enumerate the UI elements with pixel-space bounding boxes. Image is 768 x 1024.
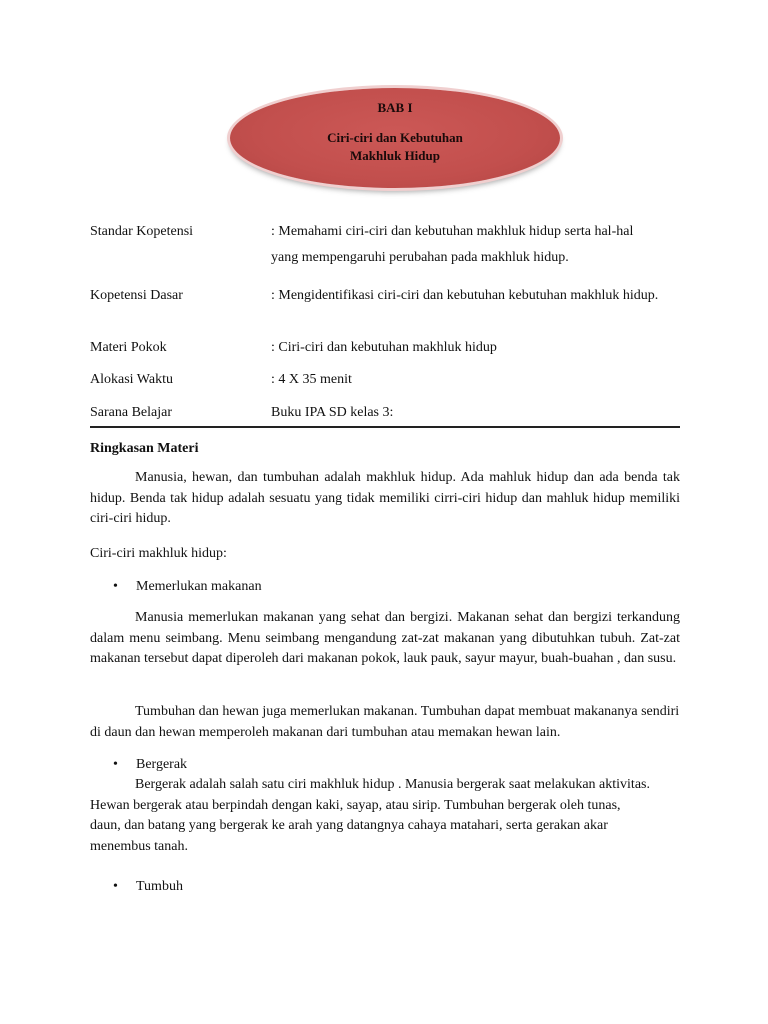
paragraph-makanan-1: Manusia memerlukan makanan yang sehat dan bergizi. Makanan sehat dan bergizi terkandung dalam menu seimbang. Menu seimbang mengandung zat-zat makanan yang dibutuhkan tubuh. Zat-zat makanan tersebut dapat diperoleh dari makanan pokok, lauk pauk, sayur mayur, buah-buahan , dan susu. [90, 610, 680, 666]
info-label: Sarana Belajar [90, 405, 173, 420]
chapter-title: Ciri-ciri dan Kebutuhan Makhluk Hidup [327, 130, 463, 163]
info-row-kompetensi-dasar [90, 286, 680, 326]
info-row-sarana-belajar [90, 403, 680, 423]
info-label: Materi Pokok [90, 340, 167, 355]
bullet-title: Bergerak [136, 757, 188, 772]
paragraph-bergerak: Bergerak adalah salah satu ciri makhluk hidup . Manusia bergerak saat melakukan aktivitas. Hewan bergerak atau berpindah dengan kaki, sayap, atau sirip. Tumbuhan bergerak oleh tunas, daun, dan batang yang bergerak ke arah yang datangnya cahaya matahari, serta gerakan akar menembus tanah. [90, 777, 650, 854]
info-label: Kopetensi Dasar [90, 288, 183, 303]
section-heading: Ringkasan Materi [90, 441, 199, 456]
paragraph-makanan-2: Tumbuhan dan hewan juga memerlukan makanan. Tumbuhan dapat membuat makananya sendiri di daun dan hewan memperoleh makanan dari tumbuhan atau memakan hewan lain. [90, 704, 680, 740]
list-intro: Ciri-ciri makhluk hidup: [90, 546, 227, 561]
info-label: Standar Kopetensi [90, 224, 194, 239]
info-row-standar-kompetensi [90, 222, 680, 266]
intro-paragraph: Manusia, hewan, dan tumbuhan adalah makhluk hidup. Ada mahluk hidup dan ada benda tak hidup. Benda tak hidup adalah sesuatu yang tidak memiliki cirri-ciri hidup dan mahluk hidup memiliki ciri-ciri hidup. [90, 470, 680, 526]
bullet-title: Tumbuh [136, 879, 183, 894]
bullet-title: Memerlukan makanan [136, 579, 262, 594]
info-value: : Mengidentifikasi ciri-ciri dan kebutuhan kebutuhan makhluk hidup. [271, 288, 659, 303]
divider-line [90, 426, 680, 428]
info-row-materi-pokok [90, 338, 680, 358]
info-value: : Memahami ciri-ciri dan kebutuhan makhluk hidup serta hal-hal yang mempengaruhi perubahan pada makhluk hidup. [271, 224, 634, 265]
info-value: : 4 X 35 menit [271, 372, 352, 387]
bullet-icon: • [113, 757, 118, 772]
info-value: : Ciri-ciri dan kebutuhan makhluk hidup [271, 340, 497, 355]
bullet-icon: • [113, 579, 118, 594]
info-value: Buku IPA SD kelas 3: [271, 405, 394, 420]
info-label: Alokasi Waktu [90, 372, 173, 387]
chapter-number: BAB I [377, 100, 413, 115]
bullet-icon: • [113, 879, 118, 894]
info-row-alokasi-waktu [90, 370, 680, 390]
chapter-title-ellipse [230, 88, 560, 188]
